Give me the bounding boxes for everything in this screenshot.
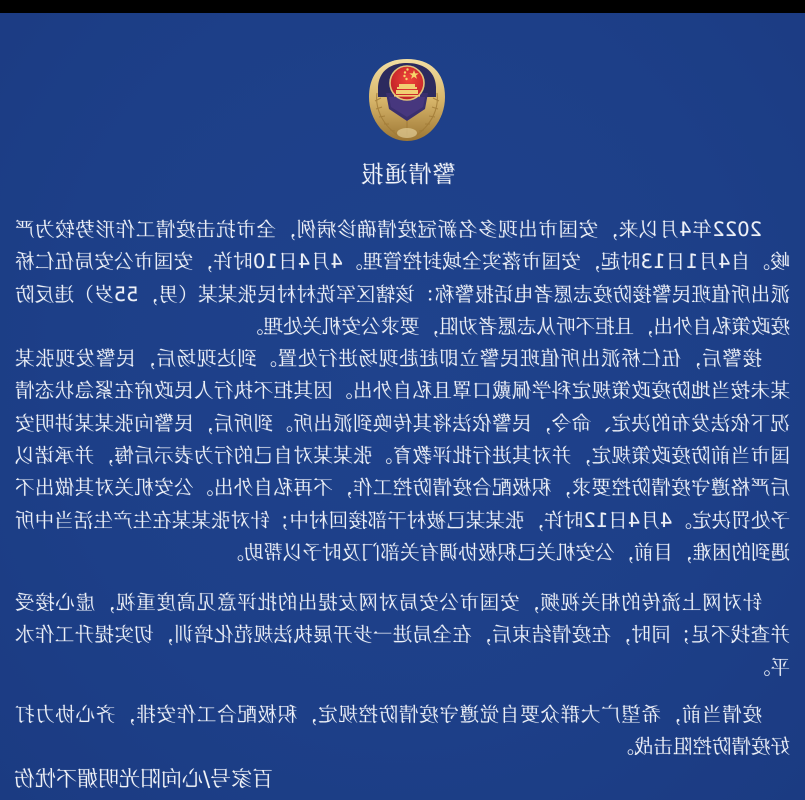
notice-line: 疫情当前，希望广大群众要自觉遵守疫情防控规定，积极配合工作安排，齐心协力打 (15, 702, 762, 726)
notice-line: 派出所值班民警接防疫志愿者电话报警称：该辖区军诜村村民张某某（男，55岁）违反防 (15, 282, 790, 306)
paragraph-public-response (15, 587, 790, 684)
top-black-bar (0, 0, 805, 13)
notice-line: 况下依法发布的决定、命令，民警依法将其传唤到派出所。到所后，民警向张某某讲明安 (15, 411, 790, 435)
notice-body (15, 214, 790, 763)
police-emblem-icon (367, 57, 447, 143)
notice-line: 针对网上流传的相关视频，安国市公安局对网友提出的批评意见高度重视，虚心接受 (15, 590, 762, 614)
notice-line: 并查找不足；同时，在疫情结束后，在全局进一步开展执法规范化培训，切实提升工作水 (15, 623, 790, 647)
notice-line: 平。 (750, 655, 790, 679)
notice-line: 予处罚决定。4月4日12时许，张某某已被村干部接回村中；针对张某某在生产生活当中所 (15, 508, 790, 532)
paragraph-incident-background (15, 214, 790, 343)
notice-line: 2022年4月以来，安国市出现多名新冠疫情确诊病例，全市抗击疫情工作形势较为严 (15, 218, 762, 241)
paragraph-appeal (15, 699, 790, 764)
page-title: 警情通报 (359, 162, 456, 188)
notice-line: 好疫情防控阻击战。 (614, 735, 790, 759)
notice-line: 遇到的困难，目前，公安机关已积极协调有关部门及时予以帮助。 (224, 540, 790, 564)
notice-line: 接警后，伍仁桥派出所值班民警立即赶赴现场进行处置。到达现场后，民警发现张某 (15, 347, 762, 371)
paragraph-police-response (15, 343, 790, 569)
source-watermark: 百家号/心向阳光明媚不忧伤 (14, 767, 274, 791)
notice-line: 疫政策私自外出，且拒不听从志愿者劝阻，要求公安机关处理。 (243, 314, 790, 338)
notice-line: 后严格遵守疫情防控要求，积极配合疫情防控工作，不再私自外出。公安机关对其做出不 (15, 476, 790, 500)
notice-line: 某未按当地防疫政策规定科学佩戴口罩且私自外出。因其拒不执行人民政府在紧急状态情 (15, 379, 790, 403)
notice-line: 国市当前防疫政策规定，并对其进行批评教育。张某某对自己的行为表示后悔，并承诺以 (15, 444, 790, 468)
notice-line: 峻。自4月1日13时起，安国市落实全域封控管理。4月4日10时许，安国市公安局伍仁桥 (15, 250, 790, 274)
